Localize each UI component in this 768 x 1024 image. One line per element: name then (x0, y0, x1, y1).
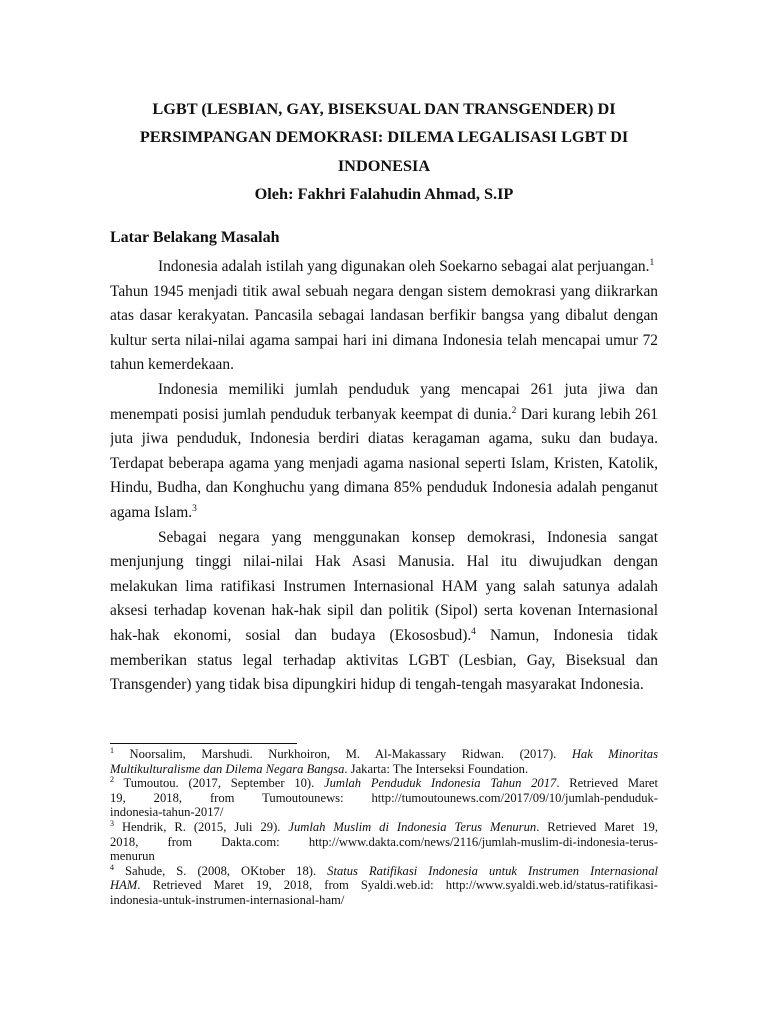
author-line: Oleh: Fakhri Falahudin Ahmad, S.IP (254, 183, 514, 203)
paper-title (100, 95, 668, 208)
paragraph-2-line-5: Hindu, Budha, dan Konghuchu yang dimana 85% penduduk Indonesia adalah penganut (110, 479, 658, 497)
paragraph-1-line-2: Tahun 1945 menjadi titik awal sebuah negara dengan sistem demokrasi yang diikrarkan (110, 282, 658, 300)
paragraph-1-line-4: kultur serta nilai-nilai agama sampai hari ini dimana Indonesia telah mencapai umur 72 (110, 331, 658, 349)
footnote-3-line-2: 2018, from Dakta.com: http://www.dakta.com/news/2116/jumlah-muslim-di-indonesia-terus- (110, 834, 658, 849)
title-line-3: INDONESIA (337, 155, 431, 175)
footnote-3-line-3: menurun (110, 849, 155, 864)
paragraph-1-line-5: tahun kemerdekaan. (110, 356, 234, 374)
paragraph-1-line-3: atas dasar kerakyatan. Pancasila sebagai landasan berfikir bangsa yang dibalut dengan (110, 307, 658, 325)
footnote-1-line-2: Multikulturalisme dan Dilema Negara Bangsa. Jakarta: The Interseksi Foundation. (110, 761, 529, 776)
paragraph-2-line-1: Indonesia memiliki jumlah penduduk yang mencapai 261 juta jiwa dan (158, 380, 658, 398)
section-heading: Latar Belakang Masalah (110, 229, 280, 246)
paragraph-3-line-2: menjunjung tinggi nilai-nilai Hak Asasi Manusia. Hal itu diwujudkan dengan (110, 553, 658, 571)
paragraph-2-line-3: juta jiwa penduduk, Indonesia berdiri diatas keragaman agama, suku dan budaya. (110, 430, 658, 448)
footnote-4-line-2: HAM. Retrieved Maret 19, 2018, from Syaldi.web.id: http://www.syaldi.web.id/status-ratifikasi- (110, 878, 658, 893)
footnote-2-line-3: indonesia-tahun-2017/ (110, 805, 224, 820)
footnote-divider (110, 743, 297, 744)
footnotes (110, 747, 658, 908)
title-line-2: PERSIMPANGAN DEMOKRASI: DILEMA LEGALISASI LGBT DI (139, 127, 629, 147)
title-line-1: LGBT (LESBIAN, GAY, BISEKSUAL DAN TRANSGENDER) DI (152, 99, 616, 118)
footnote-1-line-1: $^1$ Noorsalim, Marshudi. Nurkhoiron, M. Al-Makassary Ridwan. (2017). Hak Minoritas (110, 747, 658, 761)
paragraph-3-line-4: aksesi terhadap kovenan hak-hak sipil dan politik (Sipol) serta kovenan Internasional (110, 602, 658, 620)
footnote-4-line-1: $^4$ Sahude, S. (2008, OKtober 18). Status Ratifikasi Indonesia untuk Instrumen Internasional (110, 863, 658, 878)
paragraph-2-line-2: menempati posisi jumlah penduduk terbanyak keempat di dunia.$^2$ Dari kurang lebih 261 (110, 405, 658, 423)
footnote-ref-4: 4 (471, 626, 476, 637)
footnote-ref-3: 3 (192, 503, 197, 514)
footnote-3-line-1: $^3$ Hendrik, R. (2015, Juli 29). Jumlah Muslim di Indonesia Terus Menurun. Retrieved Maret 19, (110, 819, 658, 834)
footnote-4-line-3: indonesia-untuk-instrumen-internasional-ham/ (110, 892, 345, 907)
footnote-ref-1: 1 (649, 258, 655, 268)
paragraph-3-line-5: hak-hak ekonomi, sosial dan budaya (Ekososbud).$^4$ Namun, Indonesia tidak (110, 626, 658, 644)
footnote-2-line-2: 19, 2018, from Tumoutounews: http://tumoutounews.com/2017/09/10/jumlah-penduduk- (110, 790, 658, 805)
paragraph-1-line-1: Indonesia adalah istilah yang digunakan oleh Soekarno sebagai alat perjuangan.$^1$ (158, 258, 655, 275)
footnote-ref-2: 2 (511, 405, 517, 416)
paragraph-2-line-6: agama Islam.$^3$ (110, 503, 197, 521)
paragraph-3-line-7: Transgender) yang tidak bisa dipungkiri hidup di tengah-tengah masyarakat Indonesia. (110, 676, 644, 694)
footnote-2-line-1: $^2$ Tumoutou. (2017, September 10). Jumlah Penduduk Indonesia Tahun 2017. Retrieved Maret (110, 776, 658, 791)
paragraph-3-line-3: melakukan lima ratifikasi Instrumen Internasional HAM yang salah satunya adalah (110, 577, 658, 595)
paragraph-2-line-4: Terdapat beberapa agama yang menjadi agama nasional seperti Islam, Kristen, Katolik, (110, 454, 658, 472)
paragraph-3-line-6: memberikan status legal terhadap aktivitas LGBT (Lesbian, Gay, Biseksual dan (110, 651, 658, 669)
paragraph-3-line-1: Sebagai negara yang menggunakan konsep demokrasi, Indonesia sangat (158, 528, 658, 546)
body-text (110, 255, 658, 698)
